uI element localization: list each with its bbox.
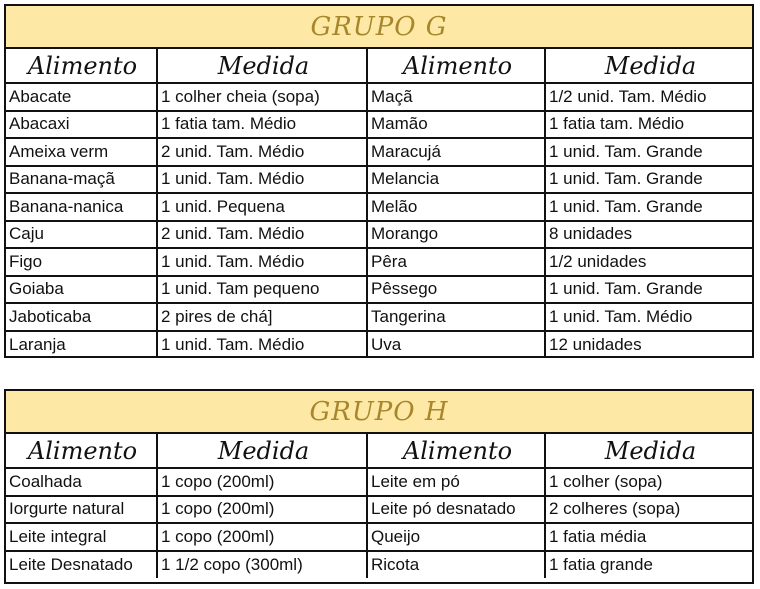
table-row (6, 83, 752, 111)
food-cell: Pêssego (367, 276, 545, 304)
column-header-alimento: Alimento (6, 434, 157, 468)
table-row (6, 551, 752, 579)
measure-cell: 1 unid. Tam. Grande (545, 138, 752, 166)
column-header-medida: Medida (157, 49, 367, 83)
food-cell: Ameixa verm (6, 138, 157, 166)
food-cell: Goiaba (6, 276, 157, 304)
measure-cell: 1 copo (200ml) (157, 523, 367, 551)
measure-cell: 1 unid. Tam. Médio (157, 248, 367, 276)
measure-cell: 1 unid. Tam pequeno (157, 276, 367, 304)
group-h-title-bar (6, 391, 752, 434)
group-g-grid (6, 49, 752, 358)
measure-cell: 1 unid. Tam. Grande (545, 276, 752, 304)
table-row (6, 111, 752, 139)
table-row (6, 248, 752, 276)
food-cell: Mamão (367, 111, 545, 139)
measure-cell: 1 unid. Tam. Grande (545, 193, 752, 221)
food-cell: Queijo (367, 523, 545, 551)
measure-cell: 1/2 unidades (545, 248, 752, 276)
group-g-title: GRUPO G (310, 11, 448, 42)
measure-cell: 1 colher cheia (sopa) (157, 83, 367, 111)
food-cell: Banana-nanica (6, 193, 157, 221)
measure-cell: 1 fatia média (545, 523, 752, 551)
measure-cell: 1 copo (200ml) (157, 496, 367, 524)
measure-cell: 1 unid. Tam. Médio (157, 166, 367, 194)
food-cell: Ricota (367, 551, 545, 579)
food-cell: Jaboticaba (6, 303, 157, 331)
food-cell: Leite em pó (367, 468, 545, 496)
group-h-body (6, 468, 752, 578)
measure-cell: 2 unid. Tam. Médio (157, 138, 367, 166)
measure-cell: 1 fatia tam. Médio (545, 111, 752, 139)
group-g-header (6, 49, 752, 83)
column-header-alimento: Alimento (367, 434, 545, 468)
measure-cell: 8 unidades (545, 221, 752, 249)
table-row (6, 303, 752, 331)
measure-cell: 2 pires de chá] (157, 303, 367, 331)
table-row (6, 221, 752, 249)
column-header-alimento: Alimento (367, 49, 545, 83)
column-header-medida: Medida (545, 434, 752, 468)
column-header-alimento: Alimento (6, 49, 157, 83)
table-row (6, 331, 752, 359)
food-cell: Banana-maçã (6, 166, 157, 194)
group-h-title: GRUPO H (309, 396, 449, 427)
food-cell: Maracujá (367, 138, 545, 166)
food-cell: Laranja (6, 331, 157, 359)
food-cell: Iorgurte natural (6, 496, 157, 524)
measure-cell: 1 copo (200ml) (157, 468, 367, 496)
column-header-medida: Medida (545, 49, 752, 83)
table-row (6, 523, 752, 551)
measure-cell: 1 fatia tam. Médio (157, 111, 367, 139)
food-cell: Pêra (367, 248, 545, 276)
group-h-header (6, 434, 752, 468)
group-h-grid (6, 434, 752, 578)
table-row (6, 496, 752, 524)
group-h-table (4, 389, 754, 584)
measure-cell: 2 colheres (sopa) (545, 496, 752, 524)
header-row (6, 49, 752, 83)
food-cell: Leite Desnatado (6, 551, 157, 579)
measure-cell: 1/2 unid. Tam. Médio (545, 83, 752, 111)
food-cell: Figo (6, 248, 157, 276)
food-cell: Tangerina (367, 303, 545, 331)
table-row (6, 468, 752, 496)
food-cell: Melancia (367, 166, 545, 194)
food-cell: Caju (6, 221, 157, 249)
food-cell: Morango (367, 221, 545, 249)
group-g-body (6, 83, 752, 358)
food-cell: Leite pó desnatado (367, 496, 545, 524)
column-header-medida: Medida (157, 434, 367, 468)
measure-cell: 1 unid. Tam. Grande (545, 166, 752, 194)
table-row (6, 276, 752, 304)
table-row (6, 138, 752, 166)
measure-cell: 1 colher (sopa) (545, 468, 752, 496)
food-cell: Abacate (6, 83, 157, 111)
measure-cell: 1 fatia grande (549, 554, 653, 574)
food-cell: Abacaxi (6, 111, 157, 139)
food-cell: Leite integral (6, 523, 157, 551)
table-row (6, 193, 752, 221)
measure-cell: 2 unid. Tam. Médio (157, 221, 367, 249)
food-cell: Melão (367, 193, 545, 221)
group-g-table (4, 4, 754, 358)
table-row (6, 166, 752, 194)
food-cell: Uva (367, 331, 545, 359)
group-g-title-bar (6, 6, 752, 49)
measure-cell: 1 unid. Tam. Médio (157, 331, 367, 359)
measure-cell: 1 1/2 copo (300ml) (157, 551, 367, 579)
header-row (6, 434, 752, 468)
measure-cell: 1 unid. Tam. Médio (545, 303, 752, 331)
food-cell: Maçã (367, 83, 545, 111)
measure-cell: 12 unidades (549, 334, 642, 354)
food-cell: Coalhada (6, 468, 157, 496)
measure-cell: 1 unid. Pequena (157, 193, 367, 221)
